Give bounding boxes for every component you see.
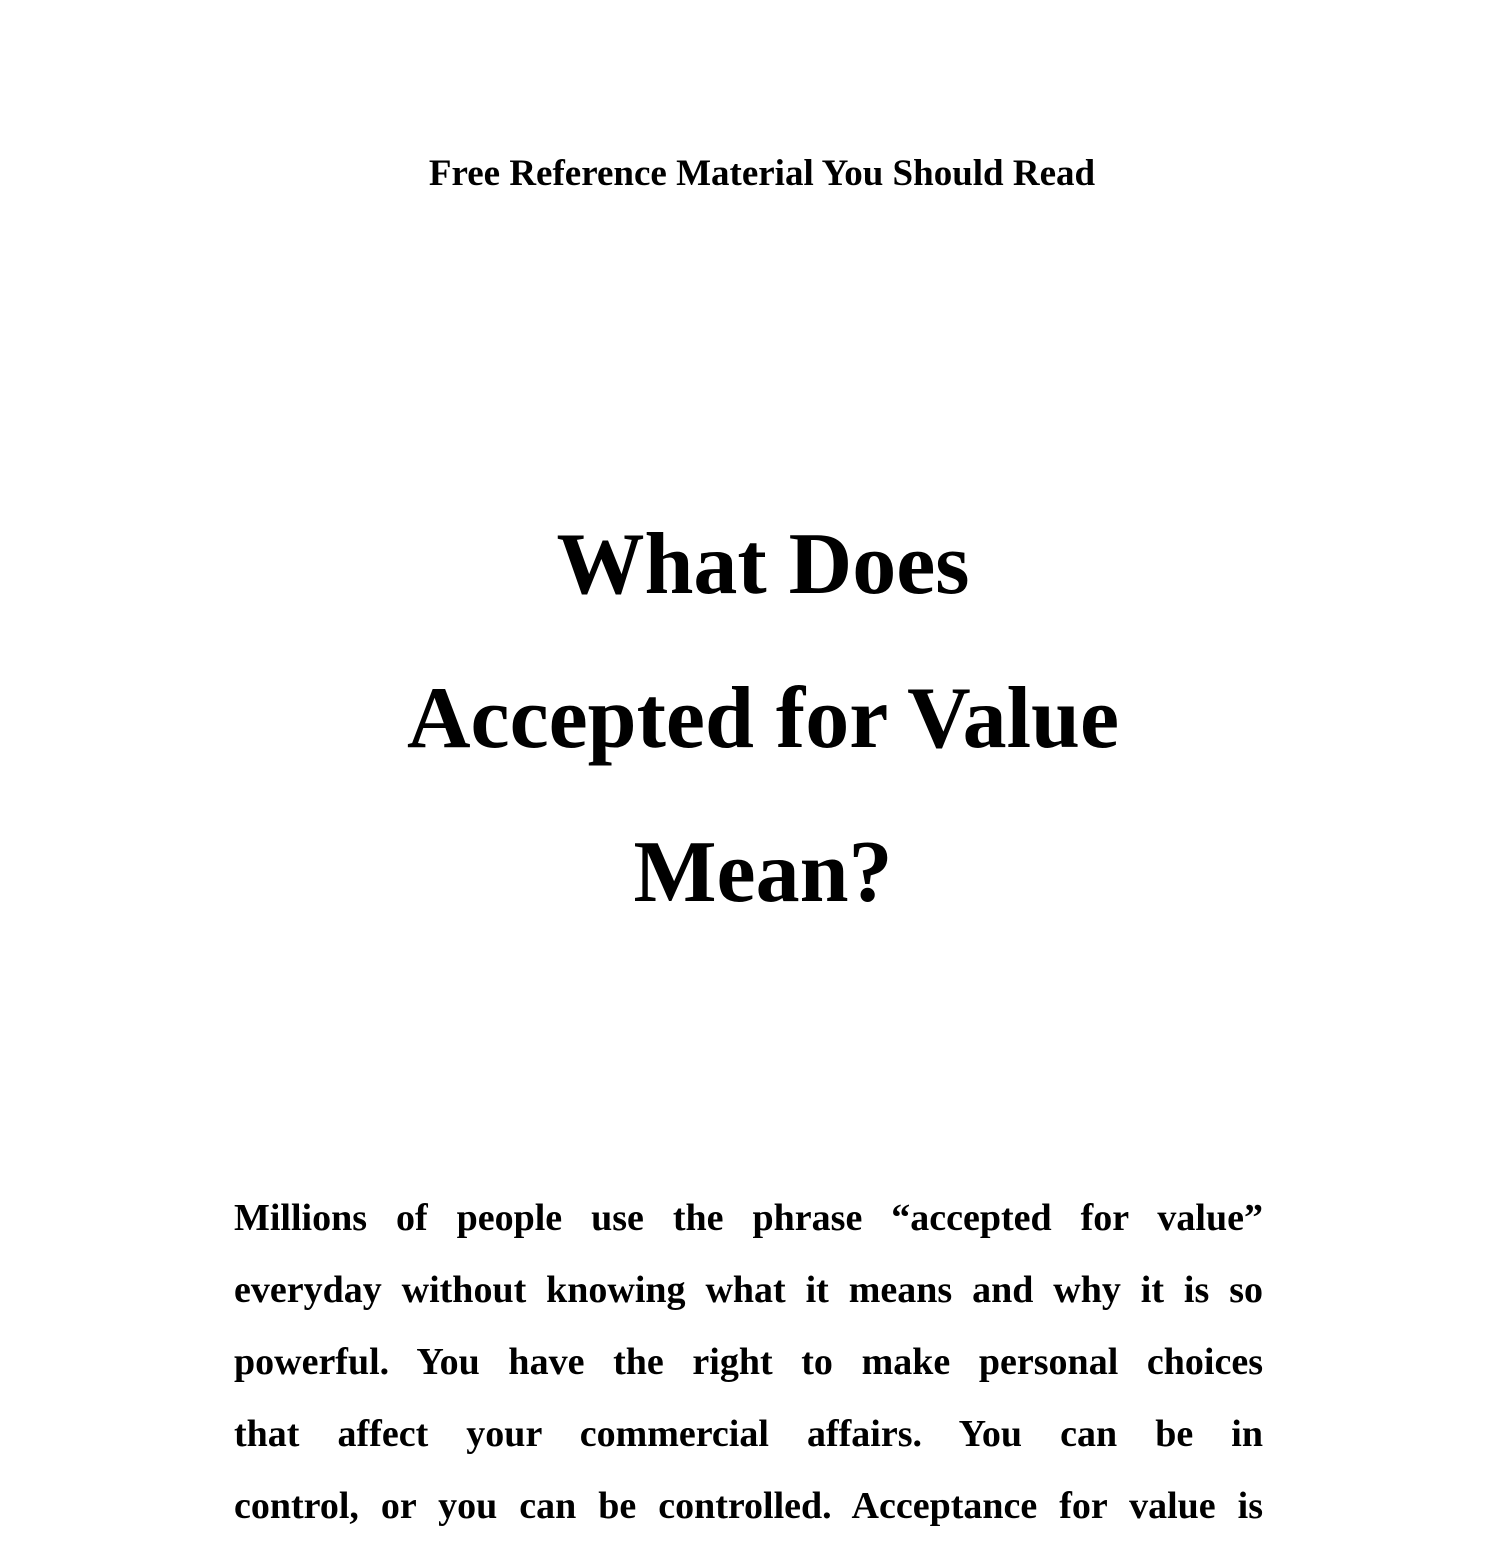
document-header: Free Reference Material You Should Read bbox=[428, 153, 1096, 194]
document-title bbox=[0, 488, 1500, 950]
body-line: everyday without knowing what it means and why it is so bbox=[234, 1269, 1263, 1311]
body-line: powerful. You have the right to make personal choices bbox=[234, 1341, 1263, 1383]
title-line: Accepted for Value bbox=[406, 670, 1120, 767]
title-line: What Does bbox=[556, 516, 970, 613]
body-line: that affect your commercial affairs. You can be in bbox=[234, 1413, 1263, 1455]
body-paragraph bbox=[234, 1190, 1263, 1550]
title-line: Mean? bbox=[633, 824, 893, 921]
body-line: control, or you can be controlled. Acceptance for value is bbox=[234, 1485, 1263, 1527]
body-line: Millions of people use the phrase “accepted for value” bbox=[234, 1197, 1263, 1239]
